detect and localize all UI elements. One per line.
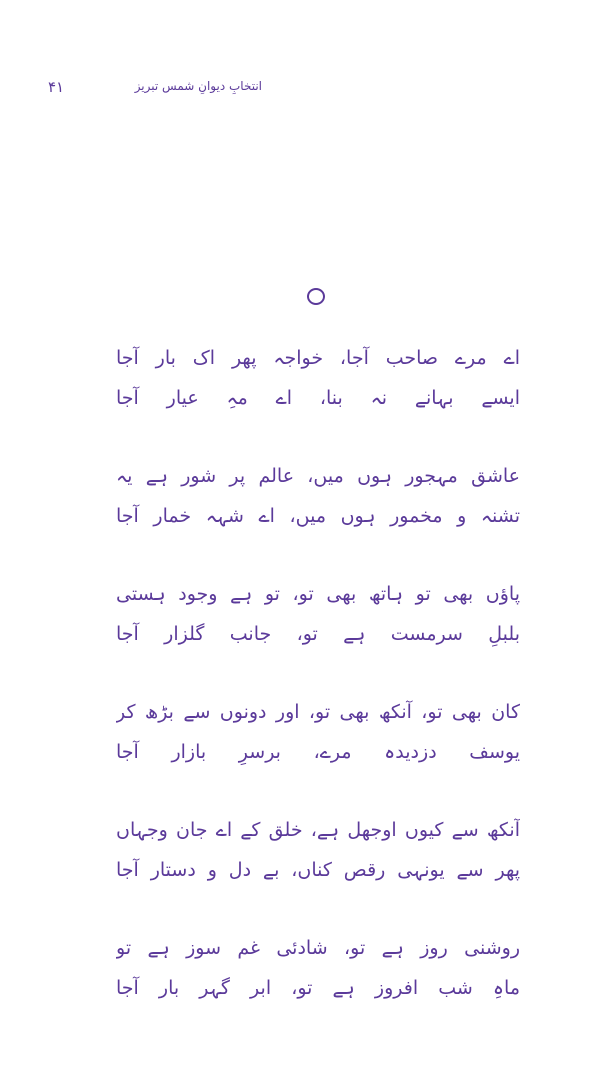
verse-line: پھر سے یونہی رقص کناں، بے دل و دستار آجا (116, 859, 520, 881)
verse-line: عاشق مہجور ہوں میں، عالم پر شور ہے یہ (116, 465, 520, 487)
circle-ornament-icon (307, 288, 325, 305)
verse-line: ماہِ شب افروز ہے تو، ابر گہر بار آجا (116, 977, 520, 999)
verse-line: پاؤں بھی تو ہاتھ بھی تو، تو ہے وجود ہستی (116, 583, 520, 605)
page-number: ۴۱ (48, 78, 65, 96)
page-header (48, 78, 278, 102)
book-title: انتخابِ دیوانِ شمس تبریز (134, 79, 262, 93)
stanza (116, 928, 520, 1046)
verse-line: بلبلِ سرمست ہے تو، جانب گلزار آجا (116, 623, 520, 645)
poem (116, 338, 520, 1046)
stanza (116, 810, 520, 928)
verse-line: یوسف دزدیدہ مرے، برسرِ بازار آجا (116, 741, 520, 763)
verse-line: تشنہ و مخمور ہوں میں، اے شہہ خمار آجا (116, 505, 520, 527)
verse-line: آنکھ سے کیوں اوجھل ہے، خلق کے اے جان وجہاں (116, 819, 520, 841)
stanza (116, 574, 520, 692)
stanza (116, 692, 520, 810)
stanza (116, 338, 520, 456)
verse-line: ایسے بہانے نہ بنا، اے مہِ عیار آجا (116, 387, 520, 409)
verse-line: کان بھی تو، آنکھ بھی تو، اور دونوں سے بڑھ کر (116, 701, 520, 723)
verse-line: اے مرے صاحب آجا، خواجہ پھر اک بار آجا (116, 347, 520, 369)
stanza (116, 456, 520, 574)
verse-line: روشنی روز ہے تو، شادئی غم سوز ہے تو (116, 937, 520, 959)
